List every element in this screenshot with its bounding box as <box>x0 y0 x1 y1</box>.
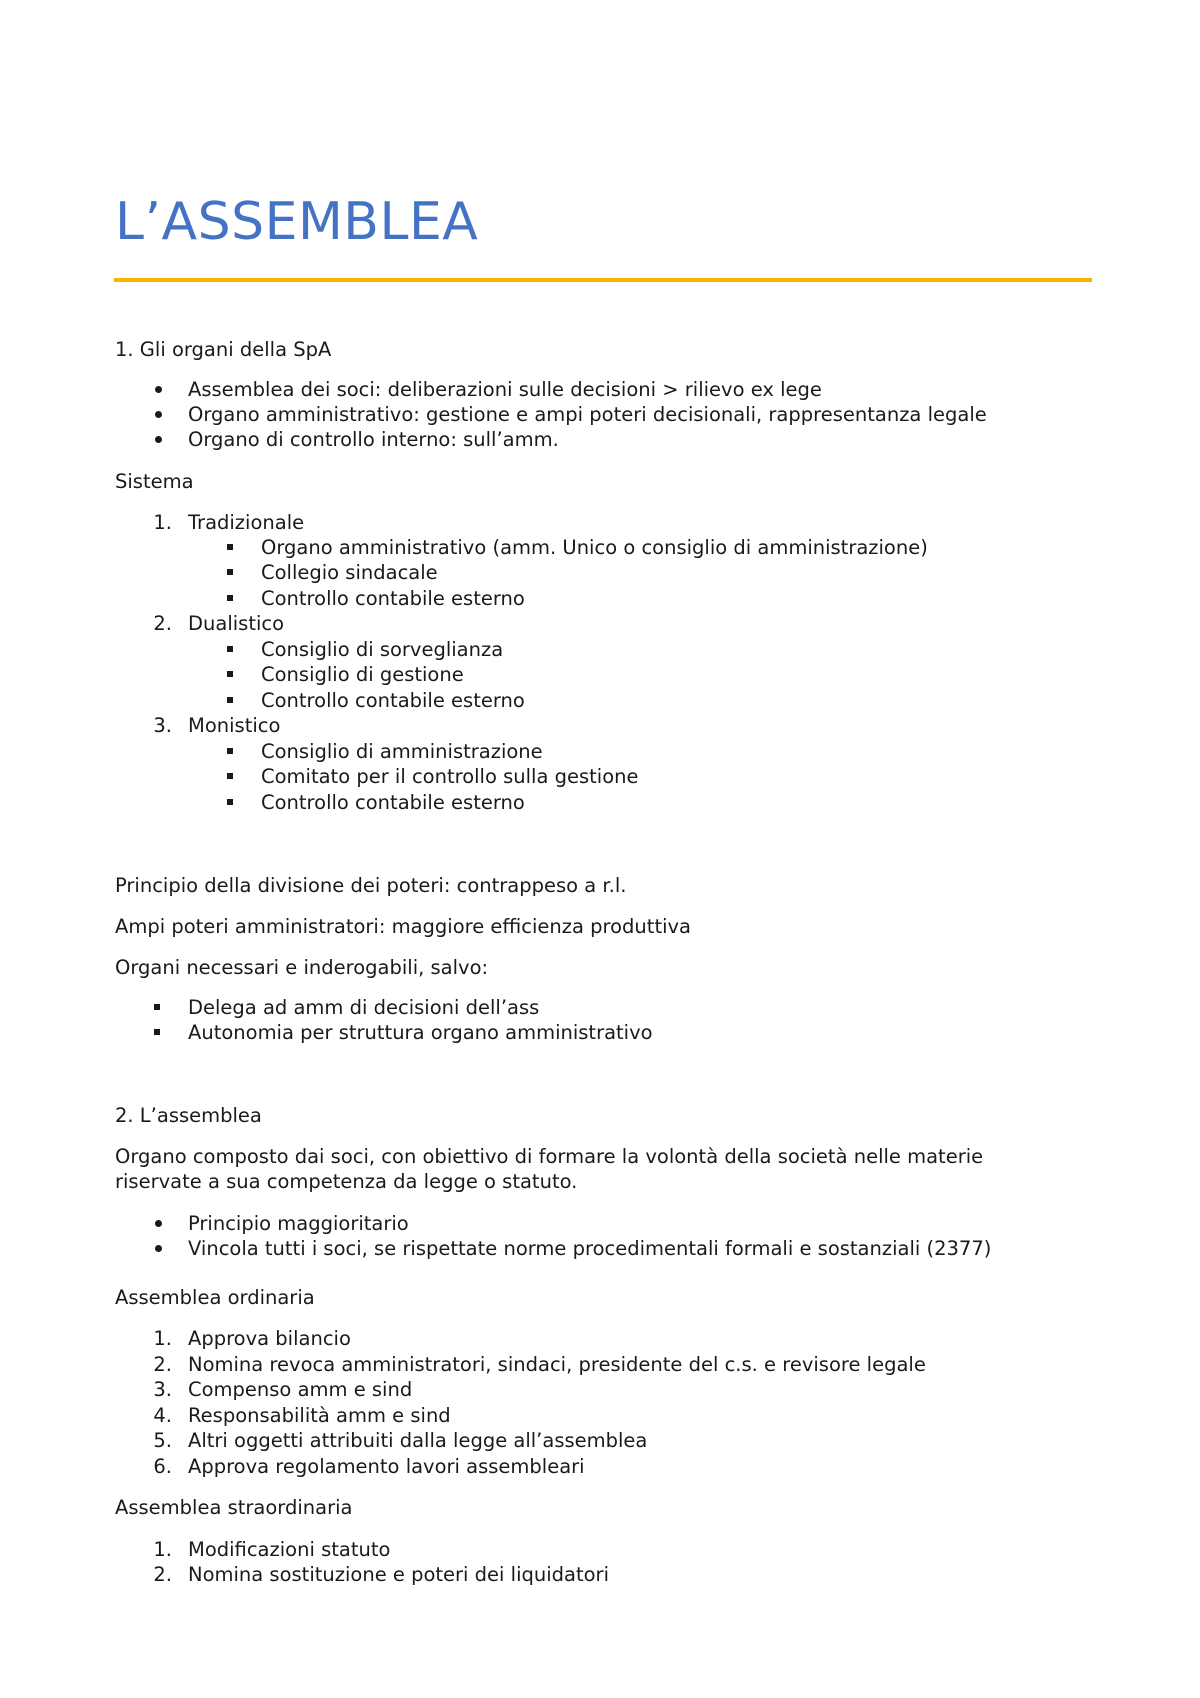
list-item: Vincola tutti i soci, se rispettate norme procedimentali formali e sostanziali (2377) <box>188 1237 992 1260</box>
list-number: 5. <box>153 1429 172 1452</box>
square-bullet <box>227 671 233 677</box>
list-item: Assemblea dei soci: deliberazioni sulle decisioni > rilievo ex lege <box>188 378 822 401</box>
list-item: Collegio sindacale <box>261 561 438 584</box>
list-item: Consiglio di gestione <box>261 663 464 686</box>
document-title: L’ASSEMBLEA <box>115 192 479 252</box>
paragraph: Organi necessari e inderogabili, salvo: <box>115 956 489 979</box>
straordinaria-label: Assemblea straordinaria <box>115 1496 353 1519</box>
list-item: Organo di controllo interno: sull’amm. <box>188 428 559 451</box>
system-label: Dualistico <box>188 612 285 635</box>
section-2-heading: 2. L’assemblea <box>115 1104 262 1127</box>
list-item: Approva bilancio <box>188 1327 351 1350</box>
square-bullet <box>227 697 233 703</box>
list-item: Controllo contabile esterno <box>261 587 525 610</box>
bullet-dot <box>155 386 162 393</box>
square-bullet <box>154 1004 160 1010</box>
list-item: Autonomia per struttura organo amministrativo <box>188 1021 653 1044</box>
square-bullet <box>227 748 233 754</box>
list-item: Delega ad amm di decisioni dell’ass <box>188 996 540 1019</box>
list-item: Consiglio di sorveglianza <box>261 638 504 661</box>
list-item: Compenso amm e sind <box>188 1378 413 1401</box>
square-bullet <box>154 1029 160 1035</box>
list-item: Consiglio di amministrazione <box>261 740 543 763</box>
paragraph: Ampi poteri amministratori: maggiore efficienza produttiva <box>115 915 691 938</box>
list-number: 3. <box>153 714 172 737</box>
bullet-dot <box>155 1220 162 1227</box>
square-bullet <box>227 595 233 601</box>
system-label: Tradizionale <box>188 511 305 534</box>
list-number: 2. <box>153 612 172 635</box>
square-bullet <box>227 799 233 805</box>
list-item: Modificazioni statuto <box>188 1538 391 1561</box>
list-number: 3. <box>153 1378 172 1401</box>
list-item: Approva regolamento lavori assembleari <box>188 1455 585 1478</box>
list-item: Principio maggioritario <box>188 1212 409 1235</box>
list-item: Organo amministrativo (amm. Unico o consiglio di amministrazione) <box>261 536 928 559</box>
list-number: 6. <box>153 1455 172 1478</box>
square-bullet <box>227 569 233 575</box>
square-bullet <box>227 646 233 652</box>
paragraph: Organo composto dai soci, con obiettivo di formare la volontà della società nelle materie <box>115 1145 984 1168</box>
list-item: Responsabilità amm e sind <box>188 1404 451 1427</box>
bullet-dot <box>155 1245 162 1252</box>
ordinaria-label: Assemblea ordinaria <box>115 1286 315 1309</box>
system-label: Monistico <box>188 714 281 737</box>
bullet-dot <box>155 436 162 443</box>
section-1-heading: 1. Gli organi della SpA <box>115 338 332 361</box>
square-bullet <box>227 773 233 779</box>
list-number: 1. <box>153 1327 172 1350</box>
list-number: 2. <box>153 1563 172 1586</box>
list-item: Organo amministrativo: gestione e ampi poteri decisionali, rappresentanza legale <box>188 403 987 426</box>
title-underline <box>114 278 1092 282</box>
list-number: 1. <box>153 1538 172 1561</box>
list-item: Controllo contabile esterno <box>261 689 525 712</box>
list-number: 1. <box>153 511 172 534</box>
sistema-label: Sistema <box>115 470 194 493</box>
paragraph: riservate a sua competenza da legge o statuto. <box>115 1170 578 1193</box>
square-bullet <box>227 544 233 550</box>
list-item: Comitato per il controllo sulla gestione <box>261 765 639 788</box>
list-item: Controllo contabile esterno <box>261 791 525 814</box>
list-item: Altri oggetti attribuiti dalla legge all’assemblea <box>188 1429 648 1452</box>
list-item: Nomina sostituzione e poteri dei liquidatori <box>188 1563 609 1586</box>
list-number: 2. <box>153 1353 172 1376</box>
list-item: Nomina revoca amministratori, sindaci, presidente del c.s. e revisore legale <box>188 1353 926 1376</box>
list-number: 4. <box>153 1404 172 1427</box>
bullet-dot <box>155 411 162 418</box>
paragraph: Principio della divisione dei poteri: contrappeso a r.l. <box>115 874 627 897</box>
